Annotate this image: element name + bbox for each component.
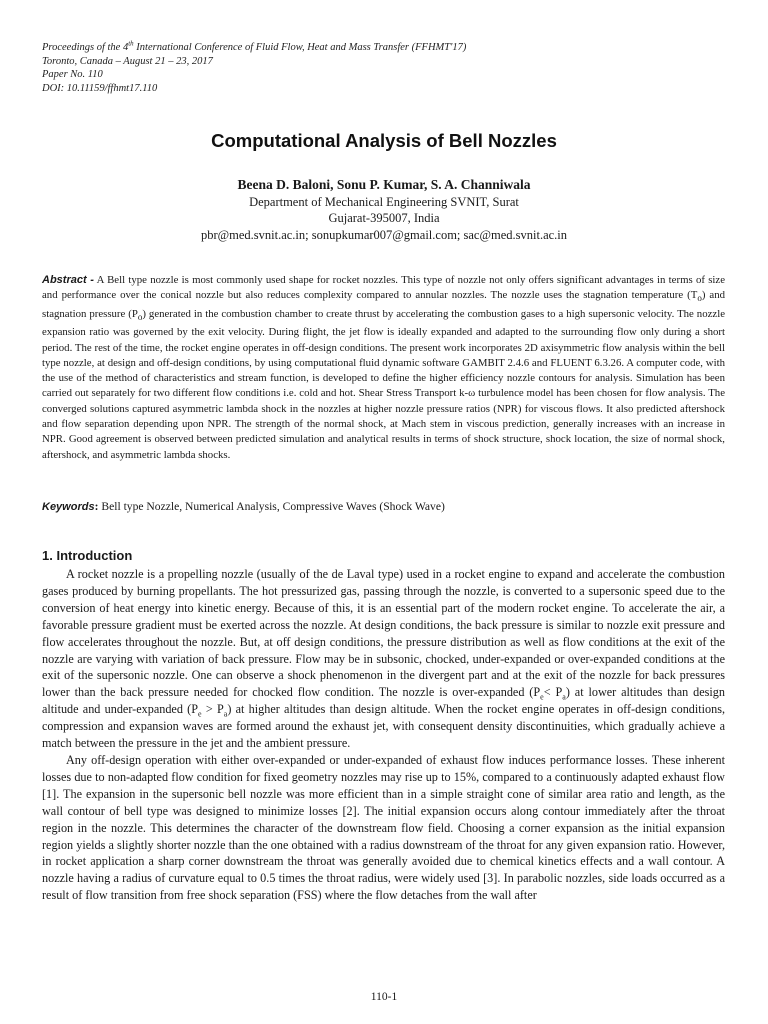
abstract: Abstract - A Bell type nozzle is most commonly used shape for rocket nozzles. This type of nozzle not only offers significant advantages in terms of size and performance over the conical nozzle but also reduces complexity compared to annular nozzles. The nozzle uses the stagnation temperature $(T_o)$ and stagnation pressure $(P_o)$ generated in the combustion chamber to create thrust by accelerating the combustion gases to a high supersonic velocity. The nozzle expansion ratio was governed by the exit velocity. During flight, the jet flow is ideally expanded and adapted to the surrounding flow only during a short period. The rest of the time, the rocket engine operates in off-design conditions. The present work incorporates 2D axisymmetric flow analysis within the bell type nozzle, at design and off-design conditions, by using computational fluid dynamic software GAMBIT 2.4.6 and FLUENT 6.3.26. A computer code, with the use of the method of characteristics and stream function, is developed to define the higher efficiency nozzle contours for analysis. Simulation has been carried out separately for two different flow conditions i.e. cold and hot. Shear Stress Transport k-ω turbulence model has been chosen for flow analysis. The converged solutions captured asymmetric lambda shock in the nozzles at higher nozzle pressure ratios (NPR) for viscous flows. It also predicted aftershock and flow separation depending upon NPR. The strength of the normal shock, at Mach stem in viscous prediction, generally increases with an increase in NPR. Good agreement is observed between predicted simulation and analytical results in terms of shock structure, shock location, the size of normal shock, aftershock, and asymmetric lambda shocks. <box>42 274 726 461</box>
affiliation-location: Gujarat-395007, India <box>328 211 440 226</box>
introduction-body <box>42 566 725 904</box>
affiliation <box>0 194 768 243</box>
author-emails: pbr@med.svnit.ac.in; sonupkumar007@gmail.com; sac@med.svnit.ac.in <box>200 227 568 242</box>
section-heading: 1. Introduction <box>42 548 133 563</box>
doi: DOI: 10.11159/ffhmt17.110 <box>42 82 158 94</box>
keywords: Keywords: Bell type Nozzle, Numerical Analysis, Compressive Waves (Shock Wave) <box>42 500 445 513</box>
conference-location: Toronto, Canada – August 21 – 23, 2017 <box>42 55 213 67</box>
keywords-text: Bell type Nozzle, Numerical Analysis, Compressive Waves (Shock Wave) <box>98 500 445 513</box>
proceedings-line: Proceedings of the 4th International Conference of Fluid Flow, Heat and Mass Transfer (FFHMT'17) <box>42 39 467 53</box>
paper-number: Paper No. 110 <box>42 69 103 81</box>
paragraph: Any off-design operation with either over-expanded or under-expanded of exhaust flow induces performance losses. These inherent losses due to non-adapted flow condition for fixed geometry nozzles may rise up to 15%, compared to a continuously adapted exhaust flow [1]. The expansion in the supersonic bell nozzle was more efficient than in a simple straight cone of similar area ratio and length, as the wall contour of bell type was designed to minimize losses [2]. The initial expansion occurs along contour immediately after the throat region in the nozzle. This determines the character of the downstream flow field. Choosing a corner expansion as the initial expansion region yields a slightly shorter nozzle than the one obtained with a radius downstream of the throat for any given expansion ratio. However, in rocket application a sharp corner downstream the throat was generally avoided due to chemical kinetics effects and a wall contour. A nozzle having a radius of curvature equal to 0.5 times the throat radius, were widely used [3]. In parabolic nozzles, side loads occurred as a result of flow transition from free shock separation (FSS) where the flow detaches from the wall after <box>42 752 725 903</box>
paragraph: A rocket nozzle is a propelling nozzle (usually of the de Laval type) used in a rocket engine to expand and accelerate the combustion gases produced by burning propellants. The hot pressurized gas, passing through the nozzle, is converted to a supersonic speed due to the conversion of heat energy into kinetic energy. Because of this, it is an essential part of the modern rocket engine. To accelerate the air, a favorable pressure gradient must be exerted across the nozzle. At design conditions, the back pressure is similar to nozzle exit pressure and flow accelerates throughout the nozzle. But, at off design conditions, the pressure distribution as well as flow conditions at the exit of the nozzle are varying with variation of back pressure. Flow may be in subsonic, chocked, under-expanded or over-expanded conditions at the exit of the supersonic nozzle. One can observe a shock phenomenon in the divergent part and at the exit of the nozzle for back pressures lower than the back pressure needed for chocked flow condition. The nozzle is over-expanded $(P_e< P_a)$ at lower altitudes than design altitude and under-expanded $(P_e > P_a)$ at higher altitudes than design altitude. When the rocket engine operates in off-design conditions, compression and expansion waves are formed around the exhaust jet, with consequent density discontinuities, which gradually achieve a match between the pressure in the jet and the ambient pressure. <box>42 567 726 751</box>
author-list: Beena D. Baloni, Sonu P. Kumar, S. A. Channiwala <box>237 177 531 192</box>
ordinal-superscript: th <box>128 39 134 48</box>
abstract-label: Abstract - <box>42 274 94 286</box>
page-number: 110-1 <box>370 991 398 1003</box>
paper-title: Computational Analysis of Bell Nozzles <box>211 130 557 151</box>
keywords-label: Keywords <box>42 501 95 513</box>
department: Department of Mechanical Engineering SVNIT, Surat <box>249 195 519 209</box>
proceedings-header <box>42 41 732 95</box>
